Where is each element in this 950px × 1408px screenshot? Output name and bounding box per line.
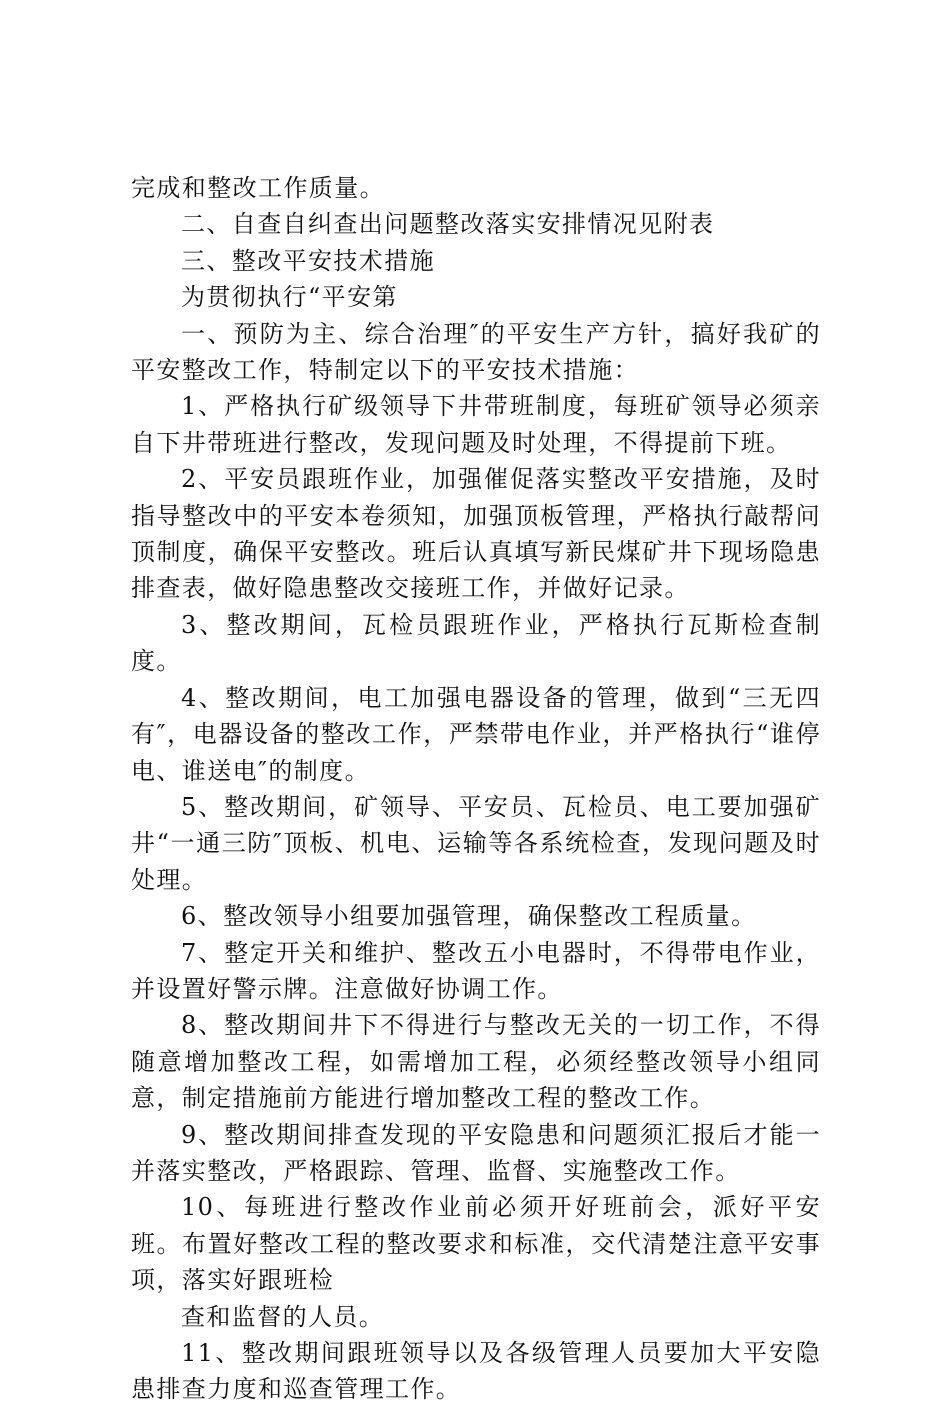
paragraph: 6、整改领导小组要加强管理，确保整改工程质量。 [181, 902, 757, 931]
paragraph: 为贯彻执行“平安第 [181, 283, 398, 312]
paragraph: 3、整改期间，瓦检员跟班作业，严格执行瓦斯检查制度。 [131, 610, 821, 676]
paragraph: 三、整改平安技术措施 [181, 246, 435, 275]
paragraph: 1、严格执行矿级领导下井带班制度，每班矿领导必须亲自下井带班进行整改，发现问题及时处理，不得提前下班。 [131, 392, 821, 457]
paragraph: 查和监督的人员。 [181, 1302, 385, 1331]
paragraph: 完成和整改工作质量。 [131, 174, 385, 202]
paragraph: 一、预防为主、综合治理″的平安生产方针，搞好我矿的平安整改工作，特制定以下的平安技术措施： [131, 319, 821, 385]
paragraph: 7、整定开关和维护、整改五小电器时，不得带电作业，并设置好警示牌。注意做好协调工作。 [131, 938, 821, 1003]
paragraph: 8、整改期间井下不得进行与整改无关的一切工作，不得随意增加整改工程，如需增加工程，必须经整改领导小组同意，制定措施前方能进行增加整改工程的整改工作。 [131, 1011, 821, 1113]
paragraph: 二、自查自纠查出问题整改落实安排情况见附表 [181, 210, 715, 239]
paragraph: 2、平安员跟班作业，加强催促落实整改平安措施，及时指导整改中的平安本卷须知，加强顶板管理，严格执行敲帮问顶制度，确保平安整改。班后认真填写新民煤矿井下现场隐患排查表，做好隐患整改交接班工作，并做好记录。 [131, 465, 821, 603]
paragraph: 10、每班进行整改作业前必须开好班前会，派好平安班。布置好整改工程的整改要求和标准，交代清楚注意平安事项，落实好跟班检 [131, 1193, 821, 1295]
paragraph: 4、整改期间，电工加强电器设备的管理，做到“三无四有″，电器设备的整改工作，严禁带电作业，并严格执行“谁停电、谁送电″的制度。 [131, 683, 821, 785]
paragraph: 5、整改期间，矿领导、平安员、瓦检员、电工要加强矿井“一通三防″顶板、机电、运输等各系统检查，发现问题及时处理。 [131, 792, 821, 894]
paragraph: 9、整改期间排查发现的平安隐患和问题须汇报后才能一并落实整改，严格跟踪、管理、监督、实施整改工作。 [131, 1120, 821, 1185]
paragraph: 11、整改期间跟班领导以及各级管理人员要加大平安隐患排查力度和巡查管理工作。 [131, 1339, 821, 1404]
document-body [131, 170, 821, 1408]
